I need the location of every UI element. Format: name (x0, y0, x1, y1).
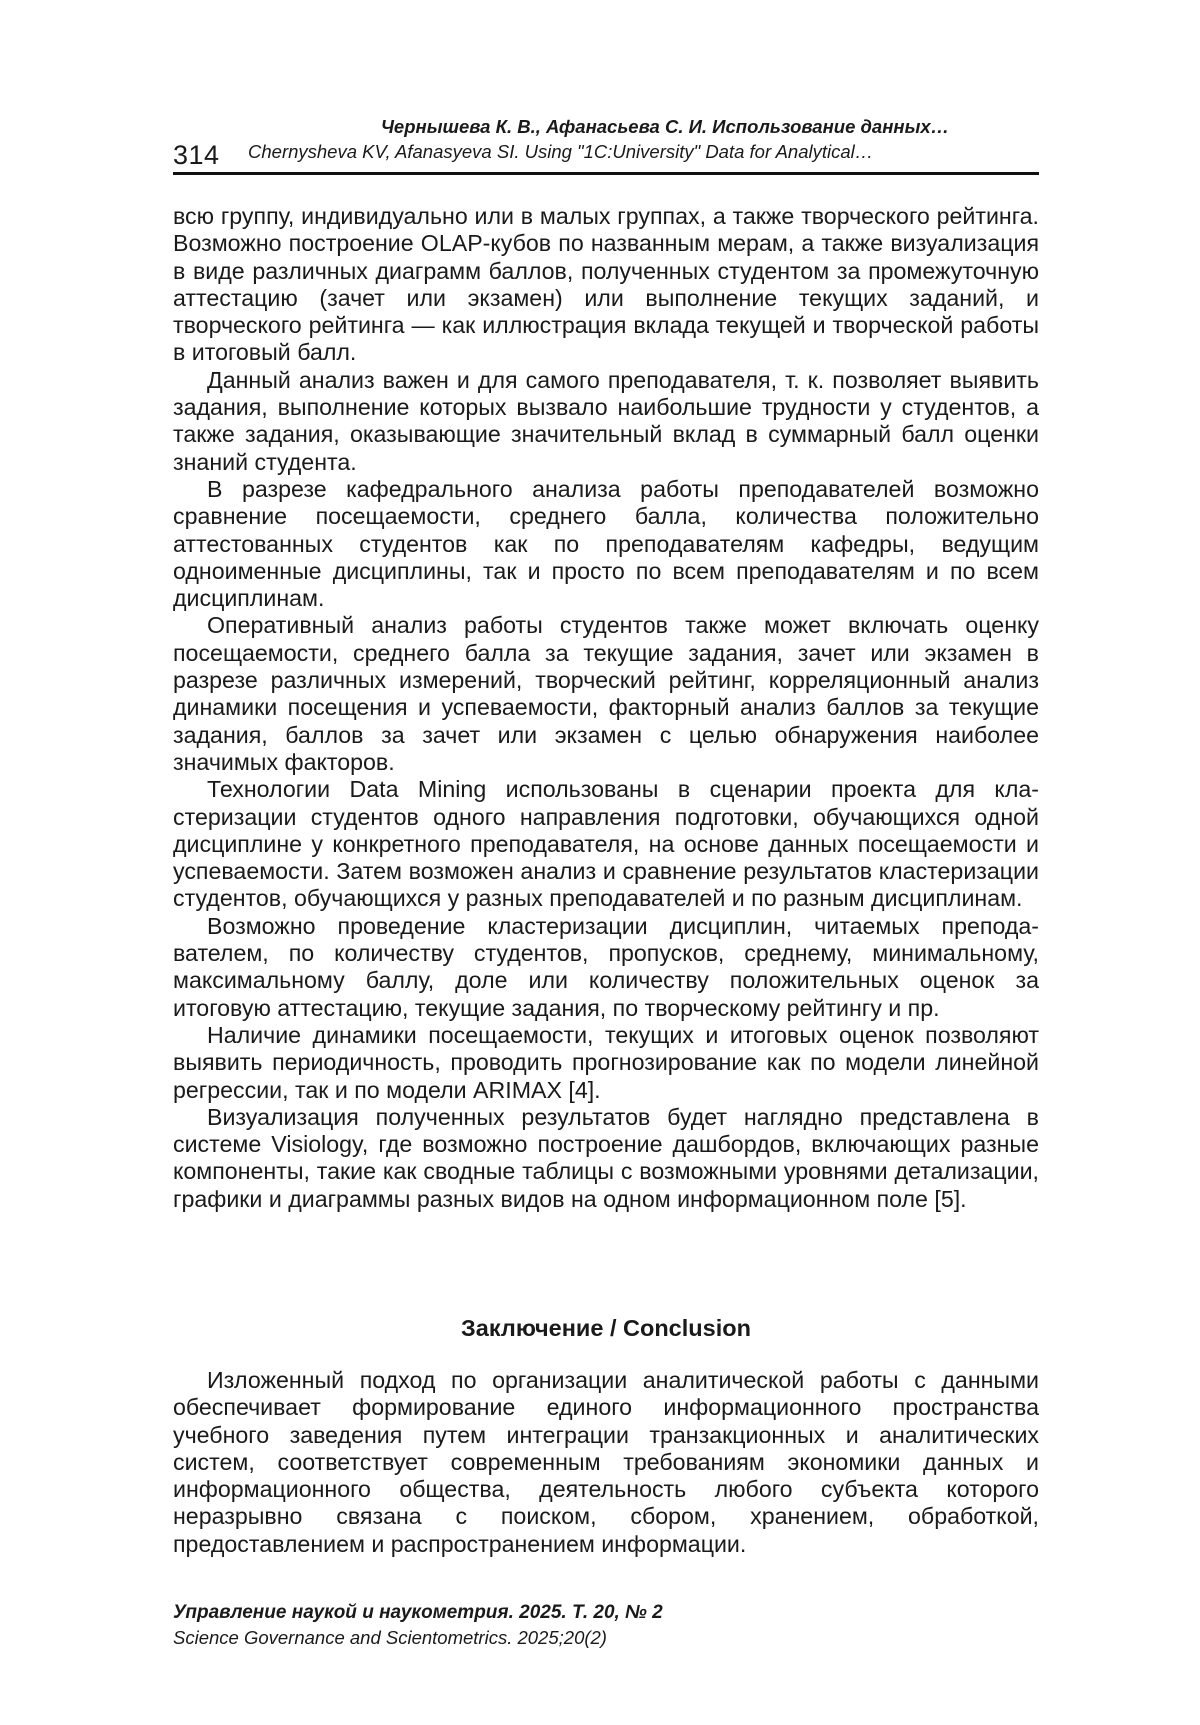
body-paragraph-4: Оперативный анализ работы студентов также может включать оценку посещаемости, среднего балла за текущие задания, зачет или экзамен в разрезе различных измерений, творческий рейтинг, кор­реляционный анализ динамики посещения и успеваемости, фактор­ный анализ баллов за текущие задания, баллов за зачет или экзамен с целью обнаружения наиболее значимых факторов. (173, 612, 1039, 776)
body-paragraph-6: Возможно проведение кластеризации дисциплин, читаемых препода­вателем, по количеству студентов, пропусков, среднему, минимальному, максимальному баллу, доле или количеству положительных оценок за итоговую аттестацию, текущие задания, по творческому рейтингу и пр. (173, 913, 1039, 1022)
running-header (248, 114, 1038, 164)
body-paragraph-2: Данный анализ важен и для самого преподавателя, т. к. позволяет выявить задания, выполнение которых вызвало наибольшие трудно­сти у студентов, а также задания, оказывающие значительный вклад в суммарный балл оценки знаний студента. (173, 367, 1039, 476)
journal-title-en: Science Governance and Scientometrics. 2025;20(2) (173, 1625, 1039, 1650)
body-paragraph-1: всю группу, индивидуально или в малых группах, а также творческого рейтинга. Возможно построение OLAP-кубов по названным мерам, а также визуализация в виде различных диаграмм баллов, получен­ных студентом за промежуточную аттестацию (зачет или экзамен) или выполнение текущих заданий, и творческого рейтинга — как иллюстрация вклада текущей и творческой работы в итоговый балл. (173, 203, 1039, 367)
journal-title-ru: Управление наукой и наукометрия. 2025. Т. 20, № 2 (173, 1600, 1039, 1625)
body-paragraph-5: Технологии Data Mining использованы в сценарии проекта для кла­стеризации студентов одного направления подготовки, обучающихся одной дисциплине у конкретного преподавателя, на основе данных посещаемости и успеваемости. Затем возможен анализ и сравнение результатов кластеризации студентов, обучающихся у разных пре­подавателей и по разным дисциплинам. (173, 776, 1039, 912)
page-number: 314 (173, 138, 220, 172)
running-title-en: Chernysheva KV, Afanasyeva SI. Using "1C:University" Data for Analytical… (248, 139, 1038, 164)
body-paragraph-8: Визуализация полученных результатов будет наглядно представлена в системе Visiology, где возможно построение дашбордов, включаю­щих разные компоненты, такие как сводные таблицы с возможными уровнями детализации, графики и диаграммы разных видов на одном информационном поле [5]. (173, 1104, 1039, 1213)
main-text (173, 203, 1039, 1213)
body-paragraph-7: Наличие динамики посещаемости, текущих и итоговых оценок позволяют выявить периодичность, проводить прогнозирование как по модели линейной регрессии, так и по модели ARIMAX [4]. (173, 1022, 1039, 1104)
header-rule (173, 172, 1039, 175)
conclusion-text (173, 1367, 1039, 1558)
running-title-ru: Чернышева К. В., Афанасьева С. И. Использование данных… (248, 114, 1038, 139)
journal-footer (173, 1600, 1039, 1650)
conclusion-paragraph: Изложенный подход по организации аналитической работы с дан­ными обеспечивает формирование единого информационного про­странства учебного заведения путем интеграции транзакционных и аналитических систем, соответствует современным требованиям экономики данных и информационного общества, деятельность любого субъекта которого неразрывно связана с поиском, сбором, хранени­ем, обработкой, предоставлением и распространением информации. (173, 1367, 1039, 1558)
section-title-conclusion: Заключение / Conclusion (173, 1313, 1039, 1343)
body-paragraph-3: В разрезе кафедрального анализа работы преподавателей воз­можно сравнение посещаемости, среднего балла, количества поло­жительно аттестованных студентов как по преподавателям кафедры, ведущим одноименные дисциплины, так и просто по всем препода­вателям и по всем дисциплинам. (173, 476, 1039, 612)
